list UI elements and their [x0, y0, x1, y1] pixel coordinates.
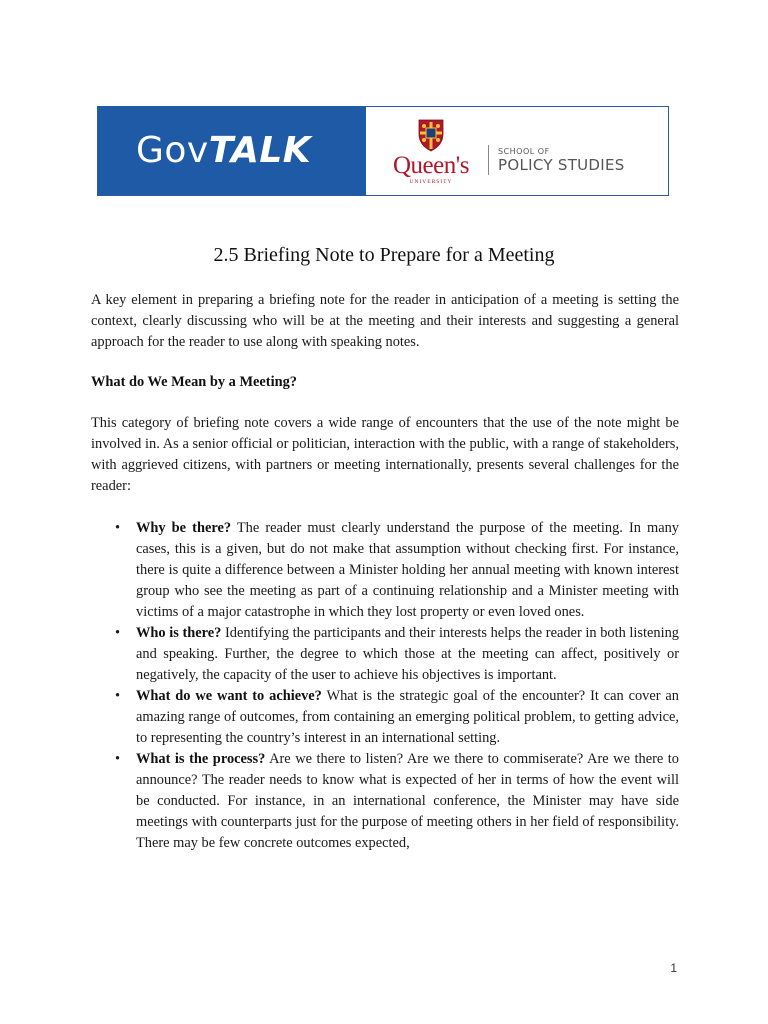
govtalk-logo-talk: TALK	[208, 130, 312, 171]
document-title: 2.5 Briefing Note to Prepare for a Meeting	[213, 244, 555, 266]
list-item	[91, 686, 679, 749]
govtalk-logo	[136, 130, 312, 171]
bullet-icon: •	[115, 520, 121, 536]
challenges-list	[91, 518, 679, 854]
queens-logo-panel	[366, 107, 668, 195]
govtalk-logo-gov: Gov	[136, 130, 209, 171]
policy-studies-label: POLICY STUDIES	[498, 155, 625, 174]
list-item-text: The reader must clearly understand the purpose of the meeting. In many cases, this is a given, but do not make that assumption without checking first. For instance, there is quite a difference between a Minister holding her annual meeting with known interest group who see the meeting as part of a continuing relationship and a Minister meeting with victims of a major catastrophe in which they lost property or even loved ones.	[136, 520, 679, 620]
list-item-lead: Why be there?	[136, 520, 232, 536]
section-paragraph: This category of briefing note covers a wide range of encounters that the use of the note might be involved in. As a senior official or politician, interaction with the public, with a range of stakeholders, with aggrieved citizens, with partners or meeting internationally, presents several challenges for the reader:	[91, 415, 679, 494]
list-item-text: What is the strategic goal of the encounter? It can cover an amazing range of outcomes, from containing an emerging political problem, to getting advice, to representing the country’s interest in an international setting.	[136, 688, 680, 746]
list-item	[91, 518, 679, 623]
list-item-lead: Who is there?	[136, 625, 222, 641]
list-item-text: Are we there to listen? Are we there to commiserate? Are we there to announce? The reader needs to know what is expected of her in terms of how the event will be conducted. For instance, in an international conference, the Minister may have side meetings with counterparts just for the purpose of meeting others in her field of responsibility. There may be few concrete outcomes expected,	[136, 751, 680, 851]
queens-logo	[384, 118, 478, 185]
section-heading: What do We Mean by a Meeting?	[91, 374, 297, 390]
govtalk-banner	[97, 106, 669, 196]
bullet-icon: •	[115, 688, 121, 704]
queens-crest-icon	[416, 118, 446, 152]
school-of-label: SCHOOL OF	[498, 146, 550, 156]
bullet-icon: •	[115, 625, 121, 641]
list-item-lead: What is the process?	[136, 751, 266, 767]
intro-paragraph: A key element in preparing a briefing note for the reader in anticipation of a meeting is setting the context, clearly discussing who will be at the meeting and their interests and suggesting a general approach for the reader to use along with speaking notes.	[91, 292, 679, 350]
queens-wordmark: Queen's	[393, 151, 469, 179]
list-item-lead: What do we want to achieve?	[136, 688, 322, 704]
list-item-text: Identifying the participants and their interests helps the reader in both listening and speaking. Further, the degree to which those at the meeting can affect, positively or negatively, the capacity of the user to achieve his objectives is important.	[136, 625, 679, 683]
queens-university-label: UNIVERSITY	[409, 178, 453, 185]
bullet-icon: •	[115, 751, 121, 767]
page-number: 1	[670, 961, 677, 975]
logo-divider	[488, 145, 489, 175]
list-item	[91, 749, 679, 854]
govtalk-logo-panel	[98, 107, 366, 195]
school-name-block	[498, 148, 625, 173]
list-item	[91, 623, 679, 686]
